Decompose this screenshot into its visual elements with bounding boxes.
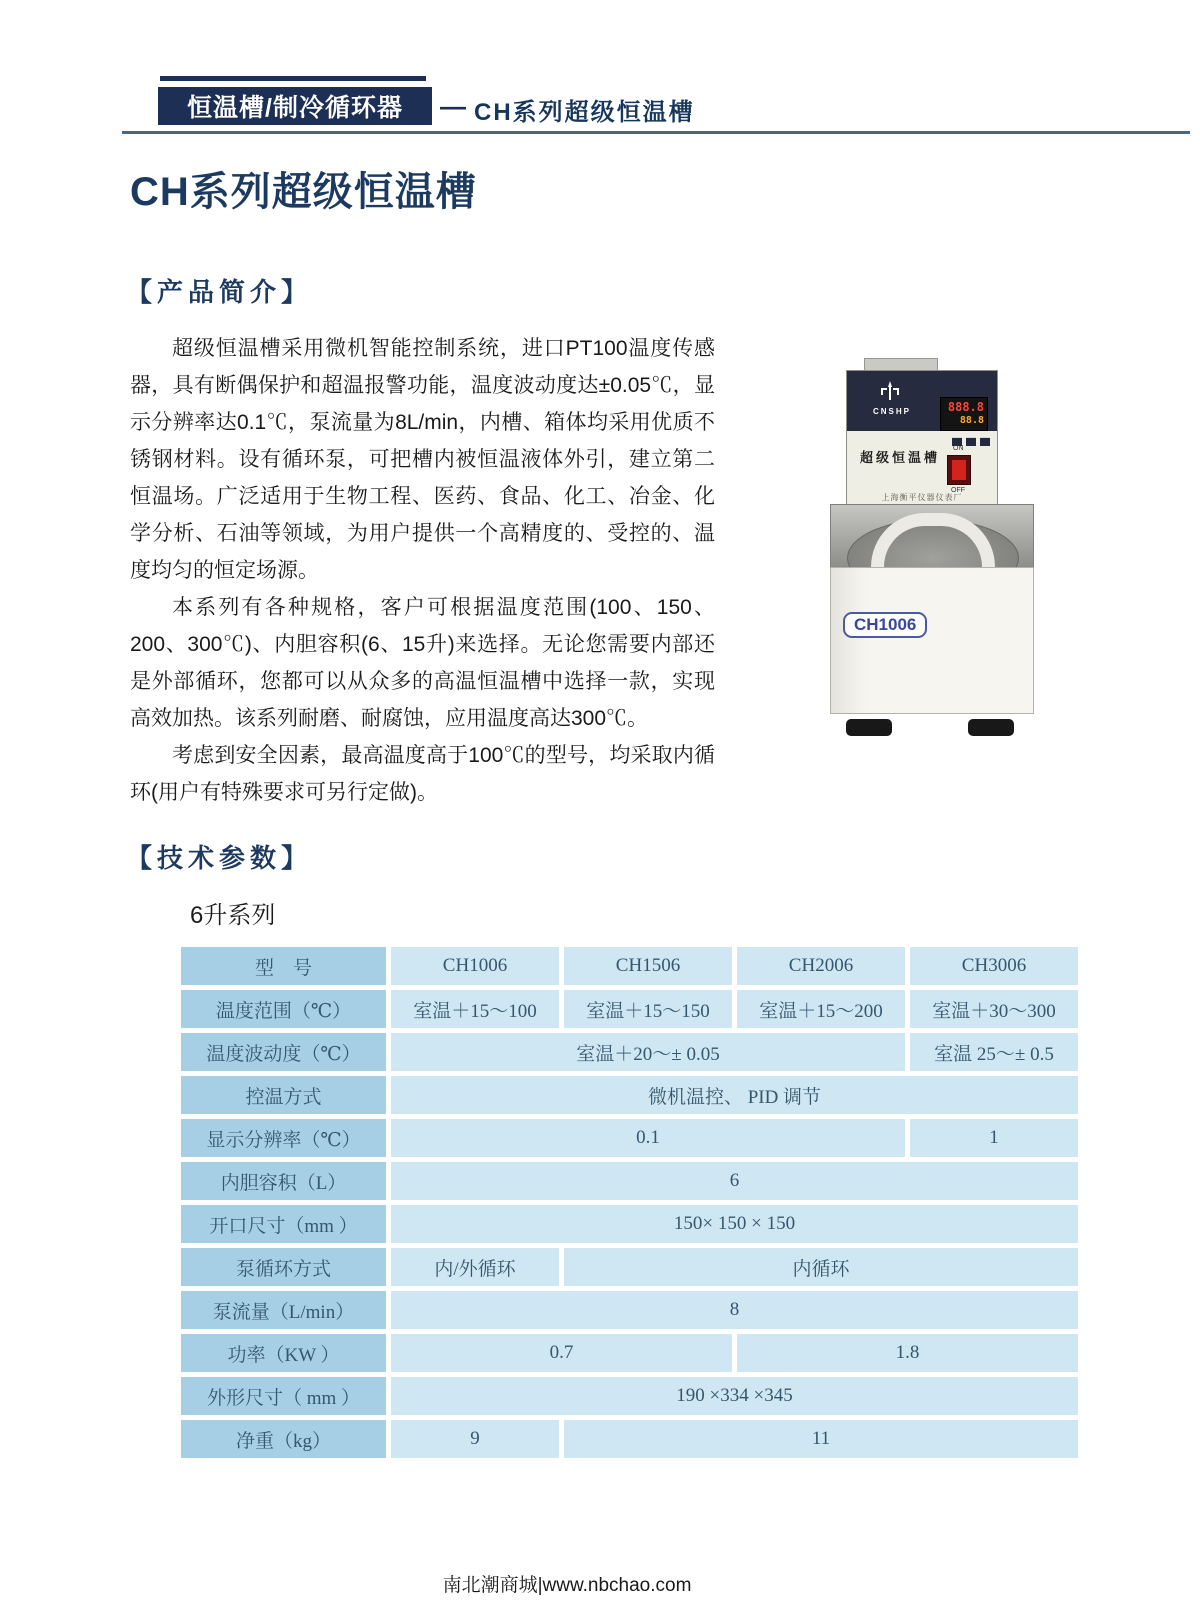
spec-row [181, 1420, 1078, 1458]
footer-site-text: 南北潮商城|www.nbchao.com [442, 1575, 692, 1596]
power-switch [947, 455, 971, 485]
spec-row [181, 1248, 1078, 1286]
display-lower-readout: 88.8 [959, 415, 984, 426]
spec-value: 1 [910, 1119, 1078, 1157]
device-foot [968, 719, 1014, 736]
intro-text-block [130, 330, 715, 811]
page-title: CH系列超级恒温槽 [130, 170, 477, 214]
spec-value: CH3006 [910, 947, 1078, 985]
spec-label: 外形尺寸（ mm ） [181, 1377, 386, 1415]
badge-top-line [160, 76, 426, 81]
spec-label: 泵流量（L/min） [181, 1291, 386, 1329]
intro-paragraph: 本系列有各种规格，客户可根据温度范围(100、150、200、300℃)、内胆容积(6、15升)来选择。无论您需要内部还是外部循环，您都可以从众多的高温恒温槽中选择一款，实现高效加热。该系列耐磨、耐腐蚀，应用温度高达300℃。 [130, 596, 715, 730]
spec-label: 型 号 [181, 947, 386, 985]
spec-label: 净重（kg） [181, 1420, 386, 1458]
intro-paragraph: 考虑到安全因素，最高温度高于100℃的型号，均采取内循环(用户有特殊要求可另行定做)。 [130, 744, 715, 804]
bath-metal-top [830, 504, 1034, 568]
spec-label: 温度范围（℃） [181, 990, 386, 1028]
header-subtitle: CH系列超级恒温槽 [474, 99, 695, 126]
category-badge-label: 恒温槽/制冷循环器 [187, 94, 403, 122]
spec-value: 内循环 [564, 1248, 1078, 1286]
spec-value: 微机温控、 PID 调节 [391, 1076, 1078, 1114]
intro-section-heading: 【产品简介】 [126, 277, 313, 307]
spec-row [181, 1119, 1078, 1157]
spec-row [181, 1377, 1078, 1415]
spec-value: 190 ×334 ×345 [391, 1377, 1078, 1415]
spec-label: 开口尺寸（mm ） [181, 1205, 386, 1243]
panel-button [980, 437, 990, 446]
photo-bath-body [830, 504, 1034, 714]
spec-value: CH1506 [564, 947, 732, 985]
specs-section-heading: 【技术参数】 [126, 843, 313, 873]
spec-value: 1.8 [737, 1334, 1078, 1372]
spec-label: 泵循环方式 [181, 1248, 386, 1286]
brand-text: CNSHP [873, 407, 912, 416]
spec-row [181, 1334, 1078, 1372]
spec-row [181, 1076, 1078, 1114]
device-foot [846, 719, 892, 736]
spec-value: 9 [391, 1420, 559, 1458]
head-label: 超级恒温槽 [860, 450, 941, 465]
model-badge: CH1006 [843, 612, 927, 638]
spec-row [181, 990, 1078, 1028]
spec-row [181, 1205, 1078, 1243]
spec-value: 150× 150 × 150 [391, 1205, 1078, 1243]
photo-control-panel [847, 371, 997, 431]
spec-table [176, 942, 1083, 1463]
category-badge [158, 87, 432, 125]
factory-text: 上海衡平仪器仪表厂 [881, 493, 963, 502]
panel-button [966, 437, 976, 446]
spec-value: 0.1 [391, 1119, 905, 1157]
series-label: 6升系列 [190, 902, 276, 929]
spec-row [181, 1033, 1078, 1071]
spec-label: 温度波动度（℃） [181, 1033, 386, 1071]
spec-label: 控温方式 [181, 1076, 386, 1114]
photo-control-head [846, 370, 998, 506]
spec-row [181, 1291, 1078, 1329]
spec-label: 功率（KW ） [181, 1334, 386, 1372]
spec-value: 0.7 [391, 1334, 732, 1372]
spec-value: 室温＋15～100 [391, 990, 559, 1028]
spec-value: CH2006 [737, 947, 905, 985]
spec-value: 室温＋15～150 [564, 990, 732, 1028]
spec-value: 室温＋20～± 0.05 [391, 1033, 905, 1071]
spec-value: 室温＋15～200 [737, 990, 905, 1028]
lid-handle [871, 513, 995, 567]
spec-value: 内/外循环 [391, 1248, 559, 1286]
spec-label: 显示分辨率（℃） [181, 1119, 386, 1157]
spec-value: 11 [564, 1420, 1078, 1458]
header-dash: — [440, 90, 466, 121]
spec-row [181, 1162, 1078, 1200]
bath-front [830, 567, 1034, 714]
spec-label: 内胆容积（L） [181, 1162, 386, 1200]
spec-value: 室温＋30～300 [910, 990, 1078, 1028]
switch-off-label: OFF [951, 487, 965, 494]
spec-value: 室温 25～± 0.5 [910, 1033, 1078, 1071]
spec-value: 6 [391, 1162, 1078, 1200]
display-upper-readout: 888.8 [947, 400, 984, 414]
switch-on-label: ON [953, 445, 964, 452]
spec-row [181, 947, 1078, 985]
intro-paragraph: 超级恒温槽采用微机智能控制系统，进口PT100温度传感器，具有断偶保护和超温报警功能，温度波动度达±0.05℃，显示分辨率达0.1℃，泵流量为8L/min，内槽、箱体均采用优质不锈钢材料。设有循环泵，可把槽内被恒温液体外引，建立第二恒温场。广泛适用于生物工程、医药、食品、化工、冶金、化学分析、石油等领域，为用户提供一个高精度的、受控的、温度均匀的恒定场源。 [130, 337, 715, 582]
product-photo [772, 338, 1034, 736]
temperature-display [940, 397, 988, 431]
spec-value: 8 [391, 1291, 1078, 1329]
cnshp-logo-icon [879, 379, 901, 403]
spec-value: CH1006 [391, 947, 559, 985]
header-rule [122, 131, 1190, 134]
